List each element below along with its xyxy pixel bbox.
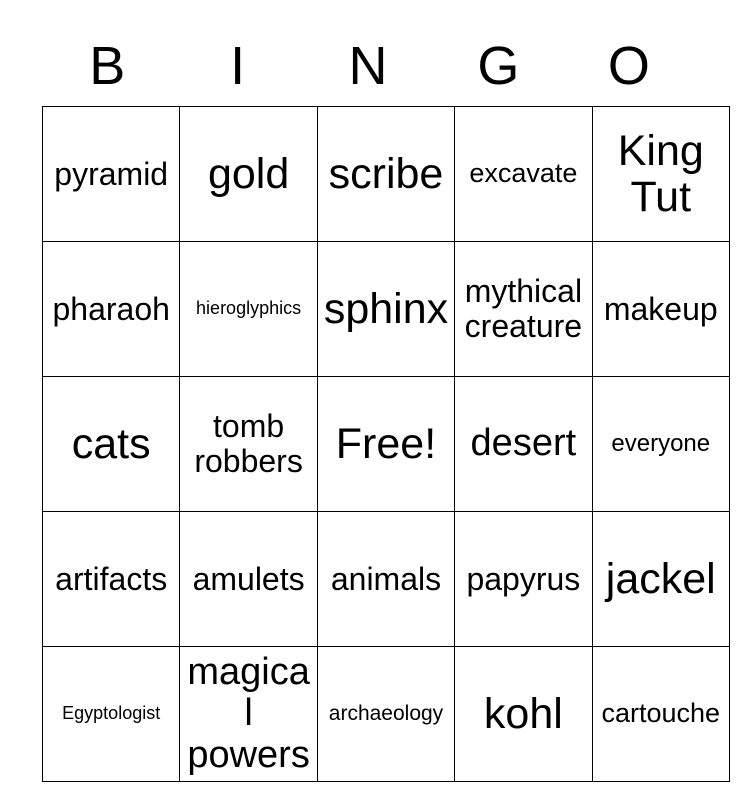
bingo-header-letter-n: N [348, 36, 388, 96]
bingo-row [43, 647, 730, 782]
bingo-cell[interactable]: sphinx [317, 242, 454, 377]
bingo-header-letter-b: B [89, 36, 126, 96]
bingo-cell[interactable]: excavate [455, 107, 592, 242]
bingo-cell[interactable]: pyramid [43, 107, 180, 242]
bingo-row [43, 107, 730, 242]
bingo-cell[interactable]: desert [455, 377, 592, 512]
bingo-cell-free[interactable]: Free! [317, 377, 454, 512]
bingo-cell[interactable]: amulets [180, 512, 317, 647]
bingo-cell[interactable]: scribe [317, 107, 454, 242]
bingo-cell[interactable]: pharaoh [43, 242, 180, 377]
bingo-cell[interactable]: cats [43, 377, 180, 512]
bingo-cell[interactable]: Egyptologist [43, 647, 180, 782]
bingo-row [43, 512, 730, 647]
bingo-header-letter-g: G [477, 36, 520, 96]
bingo-cell[interactable]: mythical creature [455, 242, 592, 377]
bingo-cell[interactable]: archaeology [317, 647, 454, 782]
bingo-header-letter-o: O [607, 36, 650, 96]
bingo-header-row [42, 30, 694, 102]
bingo-cell[interactable]: King Tut [592, 107, 729, 242]
bingo-card [42, 30, 721, 782]
bingo-cell[interactable]: kohl [455, 647, 592, 782]
bingo-cell[interactable]: hieroglyphics [180, 242, 317, 377]
bingo-cell[interactable]: tomb robbers [180, 377, 317, 512]
bingo-cell[interactable]: artifacts [43, 512, 180, 647]
bingo-grid [42, 106, 730, 782]
bingo-row [43, 377, 730, 512]
bingo-cell[interactable]: jackel [592, 512, 729, 647]
bingo-cell[interactable]: everyone [592, 377, 729, 512]
bingo-cell[interactable]: cartouche [592, 647, 729, 782]
bingo-cell[interactable]: papyrus [455, 512, 592, 647]
bingo-row [43, 242, 730, 377]
bingo-cell[interactable]: animals [317, 512, 454, 647]
bingo-cell[interactable]: magical powers [180, 647, 317, 782]
bingo-header-letter-i: I [230, 36, 246, 96]
bingo-cell[interactable]: makeup [592, 242, 729, 377]
bingo-cell[interactable]: gold [180, 107, 317, 242]
